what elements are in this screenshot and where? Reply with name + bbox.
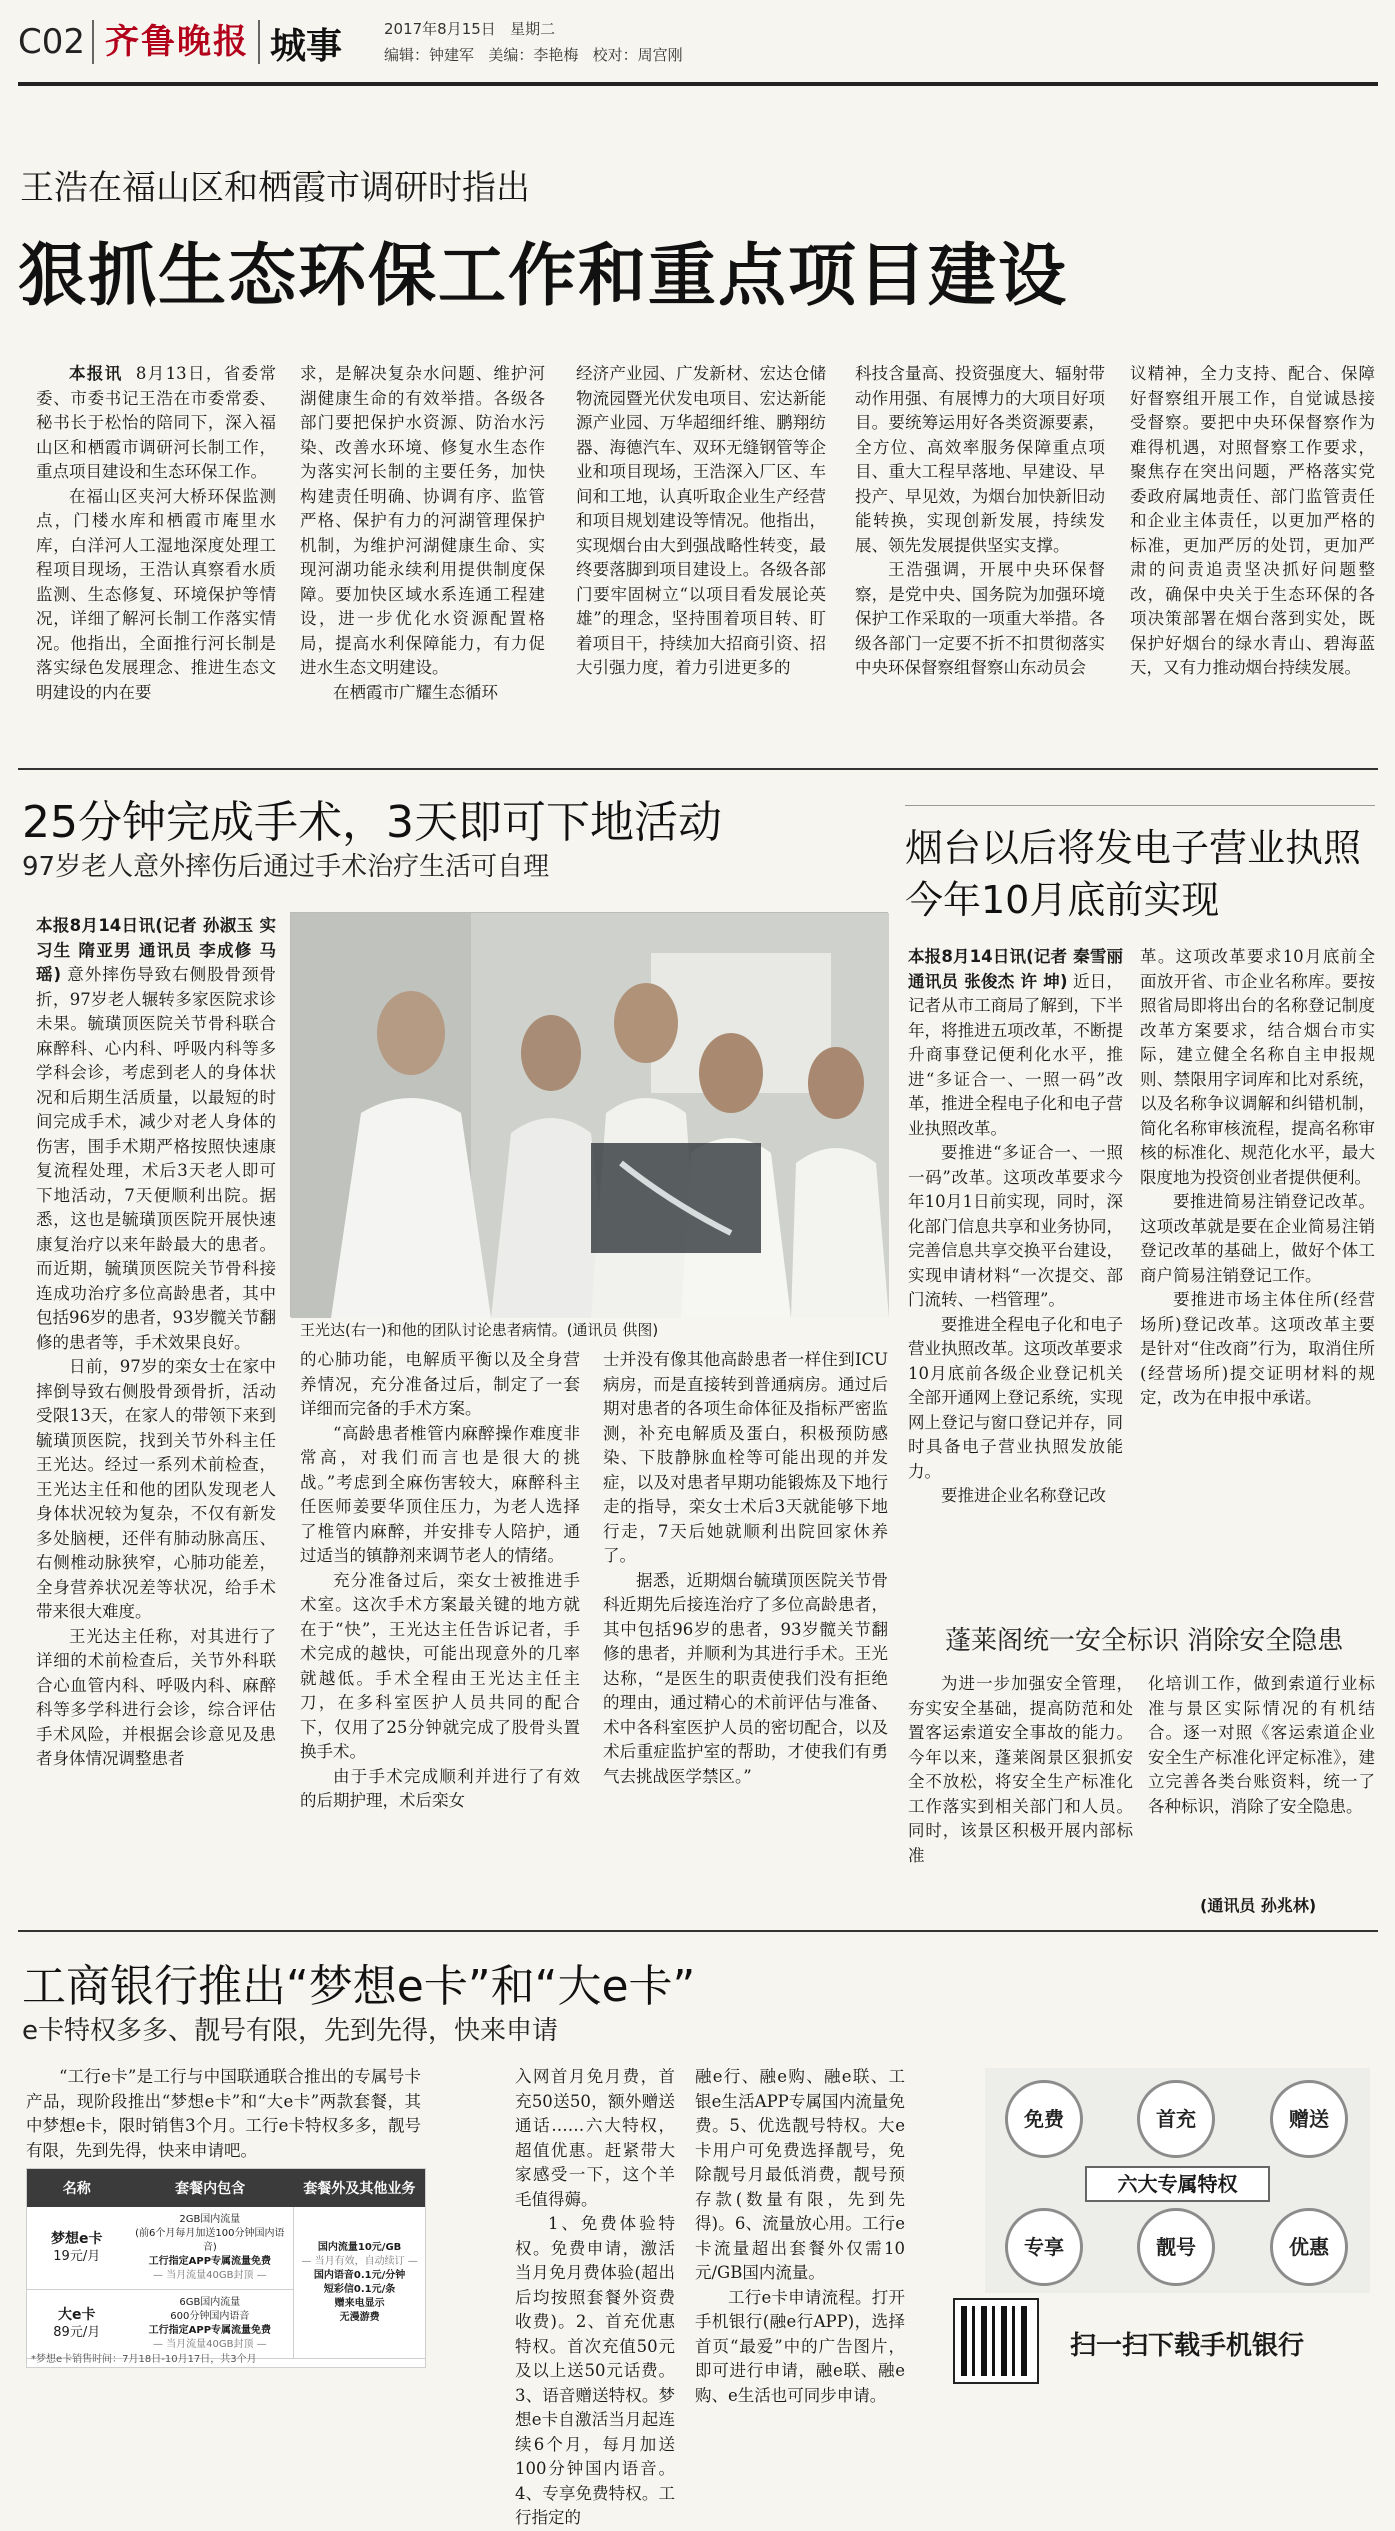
editor-credits [384,44,683,65]
article1-kicker: 王浩在福山区和栖霞市调研时指出 [20,168,530,208]
page-number: C02 [18,22,86,62]
article3-headline-line: 烟台以后将发电子营业执照 [905,826,1362,870]
article2-text: 充分准备过后，栾女士被推进手术室。这次手术方案最关键的地方就在于“快”，王光达主任告诉记者，手术完成的越快，可能出现意外的几率就越低。手术全程由王光达主任主刀，在多科室医护人员共同的配合下，仅用了25分钟就完成了股骨头置换手术。 [300,1570,580,1761]
issue-weekday: 星期二 [510,20,556,38]
article2-text: 的心肺功能，电解质平衡以及全身营养情况，充分准备过后，制定了一套详细而完备的手术方案。 [300,1350,580,1418]
plan-inclusion: 6GB国内流量 [179,2297,241,2308]
article4-byline: (通讯员 孙兆林) [1200,1896,1317,1915]
article5-intro [26,2065,421,2165]
perk-badge: 赠送 [1270,2080,1348,2158]
article2-text: 王光达主任称，对其进行了详细的术前检查后，关节外科联合心血管内科、呼吸内科、麻醉科等多学科进行会诊，综合评估手术风险，并根据会诊意见及患者身体情况调整患者 [36,1626,276,1768]
article2-column-3 [603,1348,888,1786]
table-footnote: *梦想e卡销售时间：7月18日-10月17日，共3个月 [31,2354,257,2365]
perks-panel [985,2068,1370,2293]
article4-text: 化培训工作，做到索道行业标准与景区实际情况的有机结合。逐一对照《客运索道企业安全生产标准化评定标准》，建立完善各类台账资料，统一了各种标识，消除了安全隐患。 [1148,1674,1375,1816]
article3-text: 要推进简易注销登记改革。这项改革就是要在企业简易注销登记改革的基础上，做好个体工商户简易注销登记工作。 [1140,1192,1375,1285]
right-rule [905,805,1375,806]
column-header: 套餐外及其他业务 [294,2169,425,2207]
perk-badge: 免费 [1005,2080,1083,2158]
proof-credit: 校对：周宫刚 [592,46,683,64]
doctors-photo-illustration [291,913,889,1318]
article5-text: 入网首月免月费，首充50送50，额外赠送通话……六大特权，超值优惠。赶紧带大家感受一下，这个羊毛值得薅。 [515,2067,675,2209]
article2-column-1 [36,914,276,1774]
plan-extra: — 当月有效，自动续订 — [301,2255,418,2267]
article1-text: 科技含量高、投资强度大、辐射带动作用强、有展博力的大项目好项目。要统筹运用好各类资源要素，全方位、高效率服务保障重点项目、重大工程早落地、早建设、早投产、早见效，为烟台加快新旧动能转换，实现创新发展，持续发展、领先发展提供坚实支撑。 [855,364,1105,555]
perk-badge: 专享 [1005,2208,1083,2286]
article5-text: 工行e卡申请流程。打开手机银行(融e行APP)，选择首页“最爱”中的广告图片，即可进行申请，融e联、融e购、e生活也可同步申请。 [695,2287,905,2405]
qr-label: 扫一扫下载手机银行 [1070,2331,1305,2361]
article1-headline: 狠抓生态环保工作和重点项目建设 [18,237,1069,316]
plan-price: 19元/月 [53,2249,101,2264]
perk-badge: 首充 [1137,2080,1215,2158]
article2-text: 由于手术完成顺利并进行了有效的后期护理，术后栾女 [300,1766,580,1810]
plan-extra: 无漫游费 [339,2311,380,2323]
editor-credit: 编辑：钟建军 [384,46,475,64]
article3-text: 要推进企业名称登记改 [941,1486,1106,1505]
section-divider [18,1930,1378,1932]
article2-byline: 本报8月14日讯(记者 孙淑玉 实习生 隋亚男 通讯员 李成修 马瑶) [36,916,276,984]
plan-inclusion: — 当月流量40GB封顶 — [152,2339,267,2350]
plans-table-header [27,2169,425,2207]
plan-extra: 国内流量10元/GB [317,2241,402,2253]
article1-byline: 本报讯 [69,364,123,383]
section-name: 城事 [270,26,343,67]
article1-text: 经济产业园、广发新材、宏达仓储物流园暨光伏发电项目、宏达新能源产业园、万华超细纤维、鹏翔纺器、海德汽车、双环无缝钢管等企业和项目现场，王浩深入厂区、车间和工地，认真听取企业生产经营和项目规划建设等情况。他指出，实现烟台由大到强战略性转变，最终要落脚到项目建设上。各级各部门要牢固树立“以项目看发展论英雄”的理念，坚持围着项目转、盯着项目干，持续加大招商引资、招大引强力度，着力引进更多的 [576,364,826,677]
article2-text: 意外摔伤导致右侧股骨颈骨折，97岁老人辗转多家医院求诊未果。毓璜顶医院关节骨科联合麻醉科、心内科、呼吸内科等多学科会诊，考虑到老人的身体状况和后期生活质量，以最短的时间完成手术，减少对老人身体的伤害，围手术期严格按照快速康复流程处理，术后3天老人即可下地活动，7天便顺利出院。据悉，这也是毓璜顶医院开展快速康复治疗以来年龄最大的患者。而近期，毓璜顶医院关节骨科接连成功治疗多位高龄患者，其中包括96岁的患者，93岁髋关节翻修的患者等，手术效果良好。 [36,965,277,1352]
plan-inclusion: 600分钟国内语音 [170,2311,250,2322]
issue-date-line [384,18,555,39]
article1-column-2 [300,362,545,752]
article2-text: 士并没有像其他高龄患者一样住到ICU病房，而是直接转到普通病房。通过后期对患者的各项生命体征及指标严密监测，补充电解质及蛋白，积极预防感染、下肢静脉血栓等可能出现的并发症，以及对患者早期功能锻炼及下地行走的指导，栾女士术后3天就能够下地行走，7天后她就顺利出院回家休养了。 [603,1350,888,1565]
article3-headline [905,822,1375,926]
photo-caption: 王光达(右一)和他的团队讨论患者病情。(通讯员 供图) [300,1321,659,1339]
article5-column-2 [515,2065,675,2527]
column-header: 套餐内包含 [127,2169,294,2207]
plans-table [26,2168,426,2368]
header-divider [92,20,94,64]
perk-badge: 靓号 [1137,2208,1215,2286]
article2-headline: 25分钟完成手术，3天即可下地活动 [22,797,722,848]
article5-subhead: e卡特权多多、靓号有限，先到先得，快来申请 [22,2016,558,2046]
plan-extra: 短彩信0.1元/条 [323,2283,396,2295]
article2-column-2 [300,1348,580,1810]
perk-badge: 优惠 [1270,2208,1348,2286]
article4-column-1 [908,1672,1133,1917]
article2-text: 据悉，近期烟台毓璜顶医院关节骨科近期先后接连治疗了多位高龄患者，其中包括96岁的患者，93岁髋关节翻修的患者，并顺利为其进行手术。王光达称，“是医生的职责使我们没有拒绝的理由，通过精心的术前评估与准备、术中各科室医护人员的密切配合，以及术后重症监护室的帮助，才使我们有勇气去挑战医学禁区。” [603,1570,888,1786]
article2-text: “高龄患者椎管内麻醉操作难度非常高，对我们而言也是很大的挑战。”考虑到全麻伤害较大，麻醉科主任医师姜要华顶住压力，为老人选择了椎管内麻醉，并安排专人陪护，通过适当的镇静剂来调节老人的情绪。 [300,1423,580,1565]
qr-code-icon[interactable] [955,2300,1037,2382]
article3-headline-line: 今年10月底前实现 [905,878,1220,922]
article2-text: 日前，97岁的栾女士在家中摔倒导致右侧股骨颈骨折，活动受限13天，在家人的带领下来到毓璜顶医院，找到关节外科主任王光达。经过一系列术前检查，王光达主任和他的团队发现老人身体状况较为复杂，不仅有新发多处脑梗，还伴有肺动脉高压、右侧椎动脉狭窄，心肺功能差，全身营养状况差等状况，给手术带来很大难度。 [36,1357,276,1621]
plan-name: 大e卡 [58,2307,96,2323]
article1-column-1 [36,362,276,752]
article4-text: 为进一步加强安全管理，夯实安全基础，提高防范和处置客运索道安全事故的能力。今年以来，蓬莱阁景区狠抓安全不放松，将安全生产标准化工作落实到相关部门和人员。同时，该景区积极开展内部标准 [908,1674,1133,1865]
article3-text: 近日，记者从市工商局了解到，下半年，将推进五项改革，不断提升商事登记便利化水平，推进“多证合一、一照一码”改革，推进全程电子化和电子营业执照改革。 [908,971,1123,1138]
article4-column-2 [1148,1672,1375,1892]
news-photo [290,912,888,1317]
art-credit: 美编：李艳梅 [488,46,579,64]
article1-text: 8月13日，省委常委、市委书记王浩在市委常委、秘书长于松怡的陪同下，深入福山区和栖霞市调研河长制工作，重点项目建设和生态环保工作。 [36,364,276,481]
article5-text: “工行e卡”是工行与中国联通联合推出的专属号卡产品，现阶段推出“梦想e卡”和“大e卡”两款套餐，其中梦想e卡，限时销售3个月。工行e卡特权多多，靓号有限，先到先得，快来申请吧。 [26,2067,421,2160]
article5-headline: 工商银行推出“梦想e卡”和“大e卡” [22,1961,696,2012]
plan-extra: 赠来电显示 [334,2297,385,2309]
plans-table-grid [27,2169,425,2359]
article3-text: 革。这项改革要求10月底前全面放开省、市企业名称库。要按照省局即将出台的名称登记制度改革方案要求，结合烟台市实际，建立健全名称自主申报规则、禁限用字词库和比对系统，以及名称争议调解和纠错机制，简化名称审核流程，提高名称审核的标准化、规范化水平，最大限度地为投资创业者提供便利。 [1140,947,1375,1187]
plan-inclusion: — 当月流量40GB封顶 — [152,2270,267,2281]
plan-name: 梦想e卡 [51,2231,103,2247]
article3-text: 要推进市场主体住所(经营场所)登记改革。这项改革主要是针对“住改商”行为，取消住所(经营场所)提交证明材料的规定，改为在申报中承诺。 [1140,1290,1375,1407]
article5-column-3 [695,2065,905,2405]
article3-column-2 [1140,945,1375,1605]
plan-inclusion: 工行指定APP专属流量免费 [148,2325,272,2336]
article3-byline: 本报8月14日讯(记者 秦雪丽 通讯员 张俊杰 许 坤) [908,947,1123,991]
article1-text: 在栖霞市广耀生态循环 [333,682,498,702]
article1-column-4 [855,362,1105,752]
article4-headline: 蓬莱阁统一安全标识 消除安全隐患 [945,1626,1344,1656]
article1-column-3 [576,362,826,752]
table-row [27,2207,425,2290]
article3-column-1 [908,945,1123,1605]
header-divider [258,20,260,64]
article5-text: 融e行、融e购、融e联、工银e生活APP专属国内流量免费。5、优选靓号特权。大e卡用户可免费选择靓号，免除靓号月最低消费，靓号预存款(数量有限，先到先得)。6、流量放心用。工行e卡流量超出套餐外仅需10元/GB国内流量。 [695,2067,905,2282]
column-header: 名称 [27,2169,127,2207]
header-rule [18,82,1378,86]
plan-inclusion: 2GB国内流量 [179,2214,241,2225]
plan-inclusion: (前6个月每月加送100分钟国内语音) [135,2228,285,2253]
article1-column-5 [1130,362,1375,752]
article3-text: 要推进全程电子化和电子营业执照改革。这项改革要求10月底前各级企业登记机关全部开通网上登记系统，实现网上登记与窗口登记并存，同时具备电子营业执照发放能力。 [908,1314,1123,1481]
perks-title: 六大专属特权 [1085,2166,1270,2202]
plan-inclusion: 工行指定APP专属流量免费 [148,2256,272,2267]
article2-subhead: 97岁老人意外摔伤后通过手术治疗生活可自理 [22,852,550,882]
plan-price: 89元/月 [53,2325,101,2340]
masthead-logo: 齐鲁晚报 [105,22,249,62]
article1-text: 议精神，全力支持、配合、保障好督察组开展工作，自觉诚恳接受督察。要把中央环保督察作为难得机遇，对照督察工作要求，聚焦存在突出问题，严格落实党委政府属地责任、部门监管责任和企业主体责任，以更加严格的标准，更加严厉的处罚，更加严肃的问责追责坚决抓好问题整改，确保中央关于生态环保的各项决策部署在烟台落到实处，既保护好烟台的绿水青山、碧海蓝天，又有力推动烟台持续发展。 [1130,364,1375,677]
article3-text: 要推进“多证合一、一照一码”改革。这项改革要求今年10月1日前实现，同时，深化部门信息共享和业务协同，完善信息共享交换平台建设，实现申请材料“一次提交、部门流转、一档管理”。 [908,1143,1123,1309]
issue-date: 2017年8月15日 [384,20,496,38]
article1-text: 王浩强调，开展中央环保督察，是党中央、国务院为加强环境保护工作采取的一项重大举措。各级各部门一定要不折不扣贯彻落实中央环保督察组督察山东动员会 [855,560,1105,677]
plan-extra: 国内语音0.1元/分钟 [313,2269,406,2281]
article1-text: 求，是解决复杂水问题、维护河湖健康生命的有效举措。各级各部门要把保护水资源、防治水污染、改善水环境、修复水生态作为落实河长制的主要任务，加快构建责任明确、协调有序、监管严格、保护有力的河湖管理保护机制，为维护河湖健康生命、实现河湖功能永续利用提供制度保障。要加快区域水系连通工程建设，进一步优化水资源配置格局，提高水利保障能力，有力促进水生态文明建设。 [300,364,545,677]
article5-text: 1、免费体验特权。免费申请，激活当月免月费体验(超出后均按照套餐外资费收费)。2、首充优惠特权。首次充值50元及以上送50元话费。3、语音赠送特权。梦想e卡自激活当月起连续6个月，每月加送100分钟国内语音。4、专享免费特权。工行指定的 [515,2214,675,2527]
article1-text: 在福山区夹河大桥环保监测点，门楼水库和栖霞市庵里水库，白洋河人工湿地深度处理工程项目现场，王浩认真察看水质监测、生态修复、环境保护等情况，详细了解河长制工作落实情况。他指出，全面推行河长制是落实绿色发展理念、推进生态文明建设的内在要 [36,486,276,702]
section-divider [18,768,1378,770]
